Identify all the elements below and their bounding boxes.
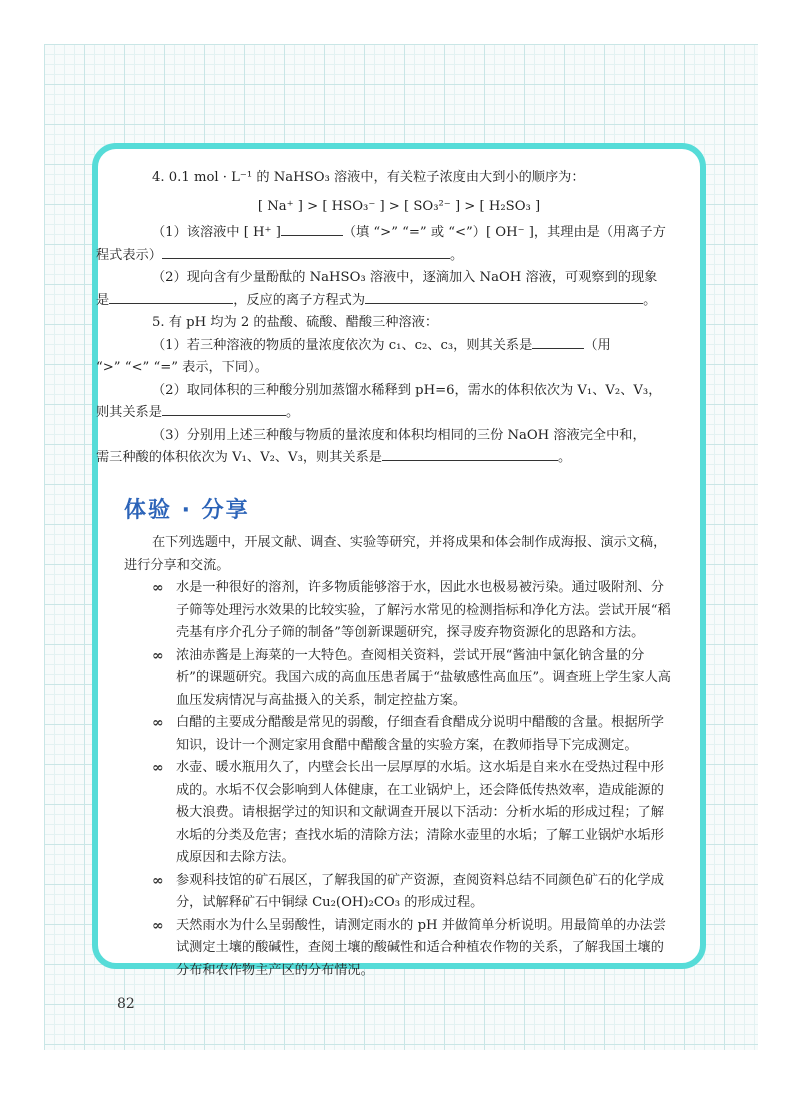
topic-text: 白醋的主要成分醋酸是常见的弱酸，仔细查看食醋成分说明中醋酸的含量。根据所学知识，设计一个测定家用食醋中醋酸含量的实验方案，在教师指导下完成测定。	[176, 715, 664, 753]
topic-item	[124, 577, 674, 645]
q5-part3-text-a: （3）分别用上述三种酸与物质的量浓度和体积均相同的三份 NaOH 溶液完全中和，	[152, 427, 646, 443]
answer-blank[interactable]	[109, 290, 233, 304]
topic-text: 水是一种很好的溶剂，许多物质能够溶于水，因此水也极易被污染。通过吸附剂、分子筛等处理污水效果的比较实验，了解污水常见的检测指标和净化方法。尝试开展“稻壳基有序介孔分子筛的制备”等创新课题研究，探寻废弃物资源化的思路和方法。	[176, 580, 671, 640]
content-panel	[92, 143, 706, 978]
q4-intro: 4. 0.1 mol · L⁻¹ 的 NaHSO₃ 溶液中，有关粒子浓度由大到小的顺序为：	[152, 170, 585, 185]
answer-blank[interactable]	[162, 402, 286, 416]
q5-part2-text-b: 则其关系是	[96, 405, 162, 420]
q4-part1-text-b: （填 “>” “=” 或 “<”）[ OH⁻ ]，其理由是（用离子方	[342, 225, 666, 240]
q4-part2	[96, 267, 674, 312]
section-intro: 在下列选题中，开展文献、调查、实验等研究，并将成果和体会制作成海报、演示文稿，进行分享和交流。	[124, 535, 667, 573]
q5-part2-text-a: （2）取同体积的三种酸分别加蒸馏水稀释到 pH=6，需水的体积依次为 V₁、V₂、V₃，	[152, 382, 662, 398]
page-number: 82	[117, 996, 135, 1012]
q4-part2-text-c: ，反应的离子方程式为	[233, 292, 366, 308]
q5-part1-text-b: （用	[584, 337, 611, 353]
topic-item	[124, 757, 674, 870]
q4-part1	[96, 222, 674, 267]
infinity-bullet-icon: ∞	[152, 760, 164, 776]
topic-text: 天然雨水为什么呈弱酸性，请测定雨水的 pH 并做简单分析说明。用最简单的办法尝试测定土壤的酸碱性，查阅土壤的酸碱性和适合种植农作物的关系，了解我国土壤的分布和农作物主产区的分布情况。	[176, 917, 666, 978]
topic-text: 参观科技馆的矿石展区，了解我国的矿产资源，查阅资料总结不同颜色矿石的化学成分，试解释矿石中铜绿 Cu₂(OH)₂CO₃ 的形成过程。	[176, 872, 664, 910]
q4-part1-text-c: 程式表示）	[96, 247, 162, 263]
q4-part2-text-b: 是	[96, 292, 110, 308]
q4-part2-end: 。	[643, 292, 657, 308]
q5-intro: 5. 有 pH 均为 2 的盐酸、硫酸、醋酸三种溶液：	[152, 315, 439, 330]
answer-blank[interactable]	[281, 222, 343, 236]
section-title: 体验 · 分享	[124, 497, 250, 523]
answer-blank[interactable]	[532, 335, 584, 349]
answer-blank[interactable]	[162, 245, 450, 259]
q5-part3-text-b: 需三种酸的体积依次为 V₁、V₂、V₃，则其关系是	[96, 450, 382, 465]
q4-part1-text-a: （1）该溶液中 [ H⁺ ]	[152, 225, 281, 240]
answer-blank[interactable]	[365, 290, 643, 304]
infinity-bullet-icon: ∞	[152, 917, 164, 934]
q4-part1-end: 。	[449, 247, 464, 263]
q5-part1	[96, 335, 674, 380]
infinity-bullet-icon: ∞	[152, 580, 164, 596]
q5-part3-end: 。	[558, 450, 572, 465]
infinity-bullet-icon: ∞	[152, 715, 164, 731]
topic-text: 浓油赤酱是上海菜的一大特色。查阅相关资料，尝试开展“酱油中氯化钠含量的分析”的课题研究。我国六成的高血压患者属于“盐敏感性高血压”。调查班上学生家人高血压发病情况与高盐摄入的关系，制定控盐方案。	[176, 647, 671, 708]
answer-blank[interactable]	[382, 447, 558, 461]
q4-order-equation: [ Na⁺ ] > [ HSO₃⁻ ] > [ SO₃²⁻ ] > [ H₂SO₃ ]	[257, 198, 541, 214]
topic-item	[124, 645, 674, 713]
topic-item	[124, 870, 674, 915]
q4-part2-text-a: （2）现向含有少量酚酞的 NaHSO₃ 溶液中，逐滴加入 NaOH 溶液，可观察到的现象	[152, 270, 658, 285]
q5-part1-text-a: （1）若三种溶液的物质的量浓度依次为 c₁、c₂、c₃，则其关系是	[152, 337, 533, 353]
topic-text: 水壶、暖水瓶用久了，内壁会长出一层厚厚的水垢。这水垢是自来水在受热过程中形成的。水垢不仅会影响到人体健康，在工业锅炉上，还会降低传热效率，造成能源的极大浪费。请根据学过的知识和文献调查开展以下活动：分析水垢的形成过程；了解水垢的分类及危害；查找水垢的清除方法；清除水壶里的水垢；了解工业锅炉水垢形成原因和去除方法。	[176, 760, 664, 865]
q5-part2-end: 。	[285, 405, 300, 420]
topic-item	[124, 915, 674, 983]
topic-item	[124, 712, 674, 757]
q5-part1-text-c: “>” “<” “=” 表示，下同）。	[96, 360, 268, 375]
infinity-bullet-icon: ∞	[152, 647, 164, 664]
q5-part3	[96, 425, 674, 470]
infinity-bullet-icon: ∞	[152, 872, 164, 889]
q5-part2	[96, 380, 674, 425]
